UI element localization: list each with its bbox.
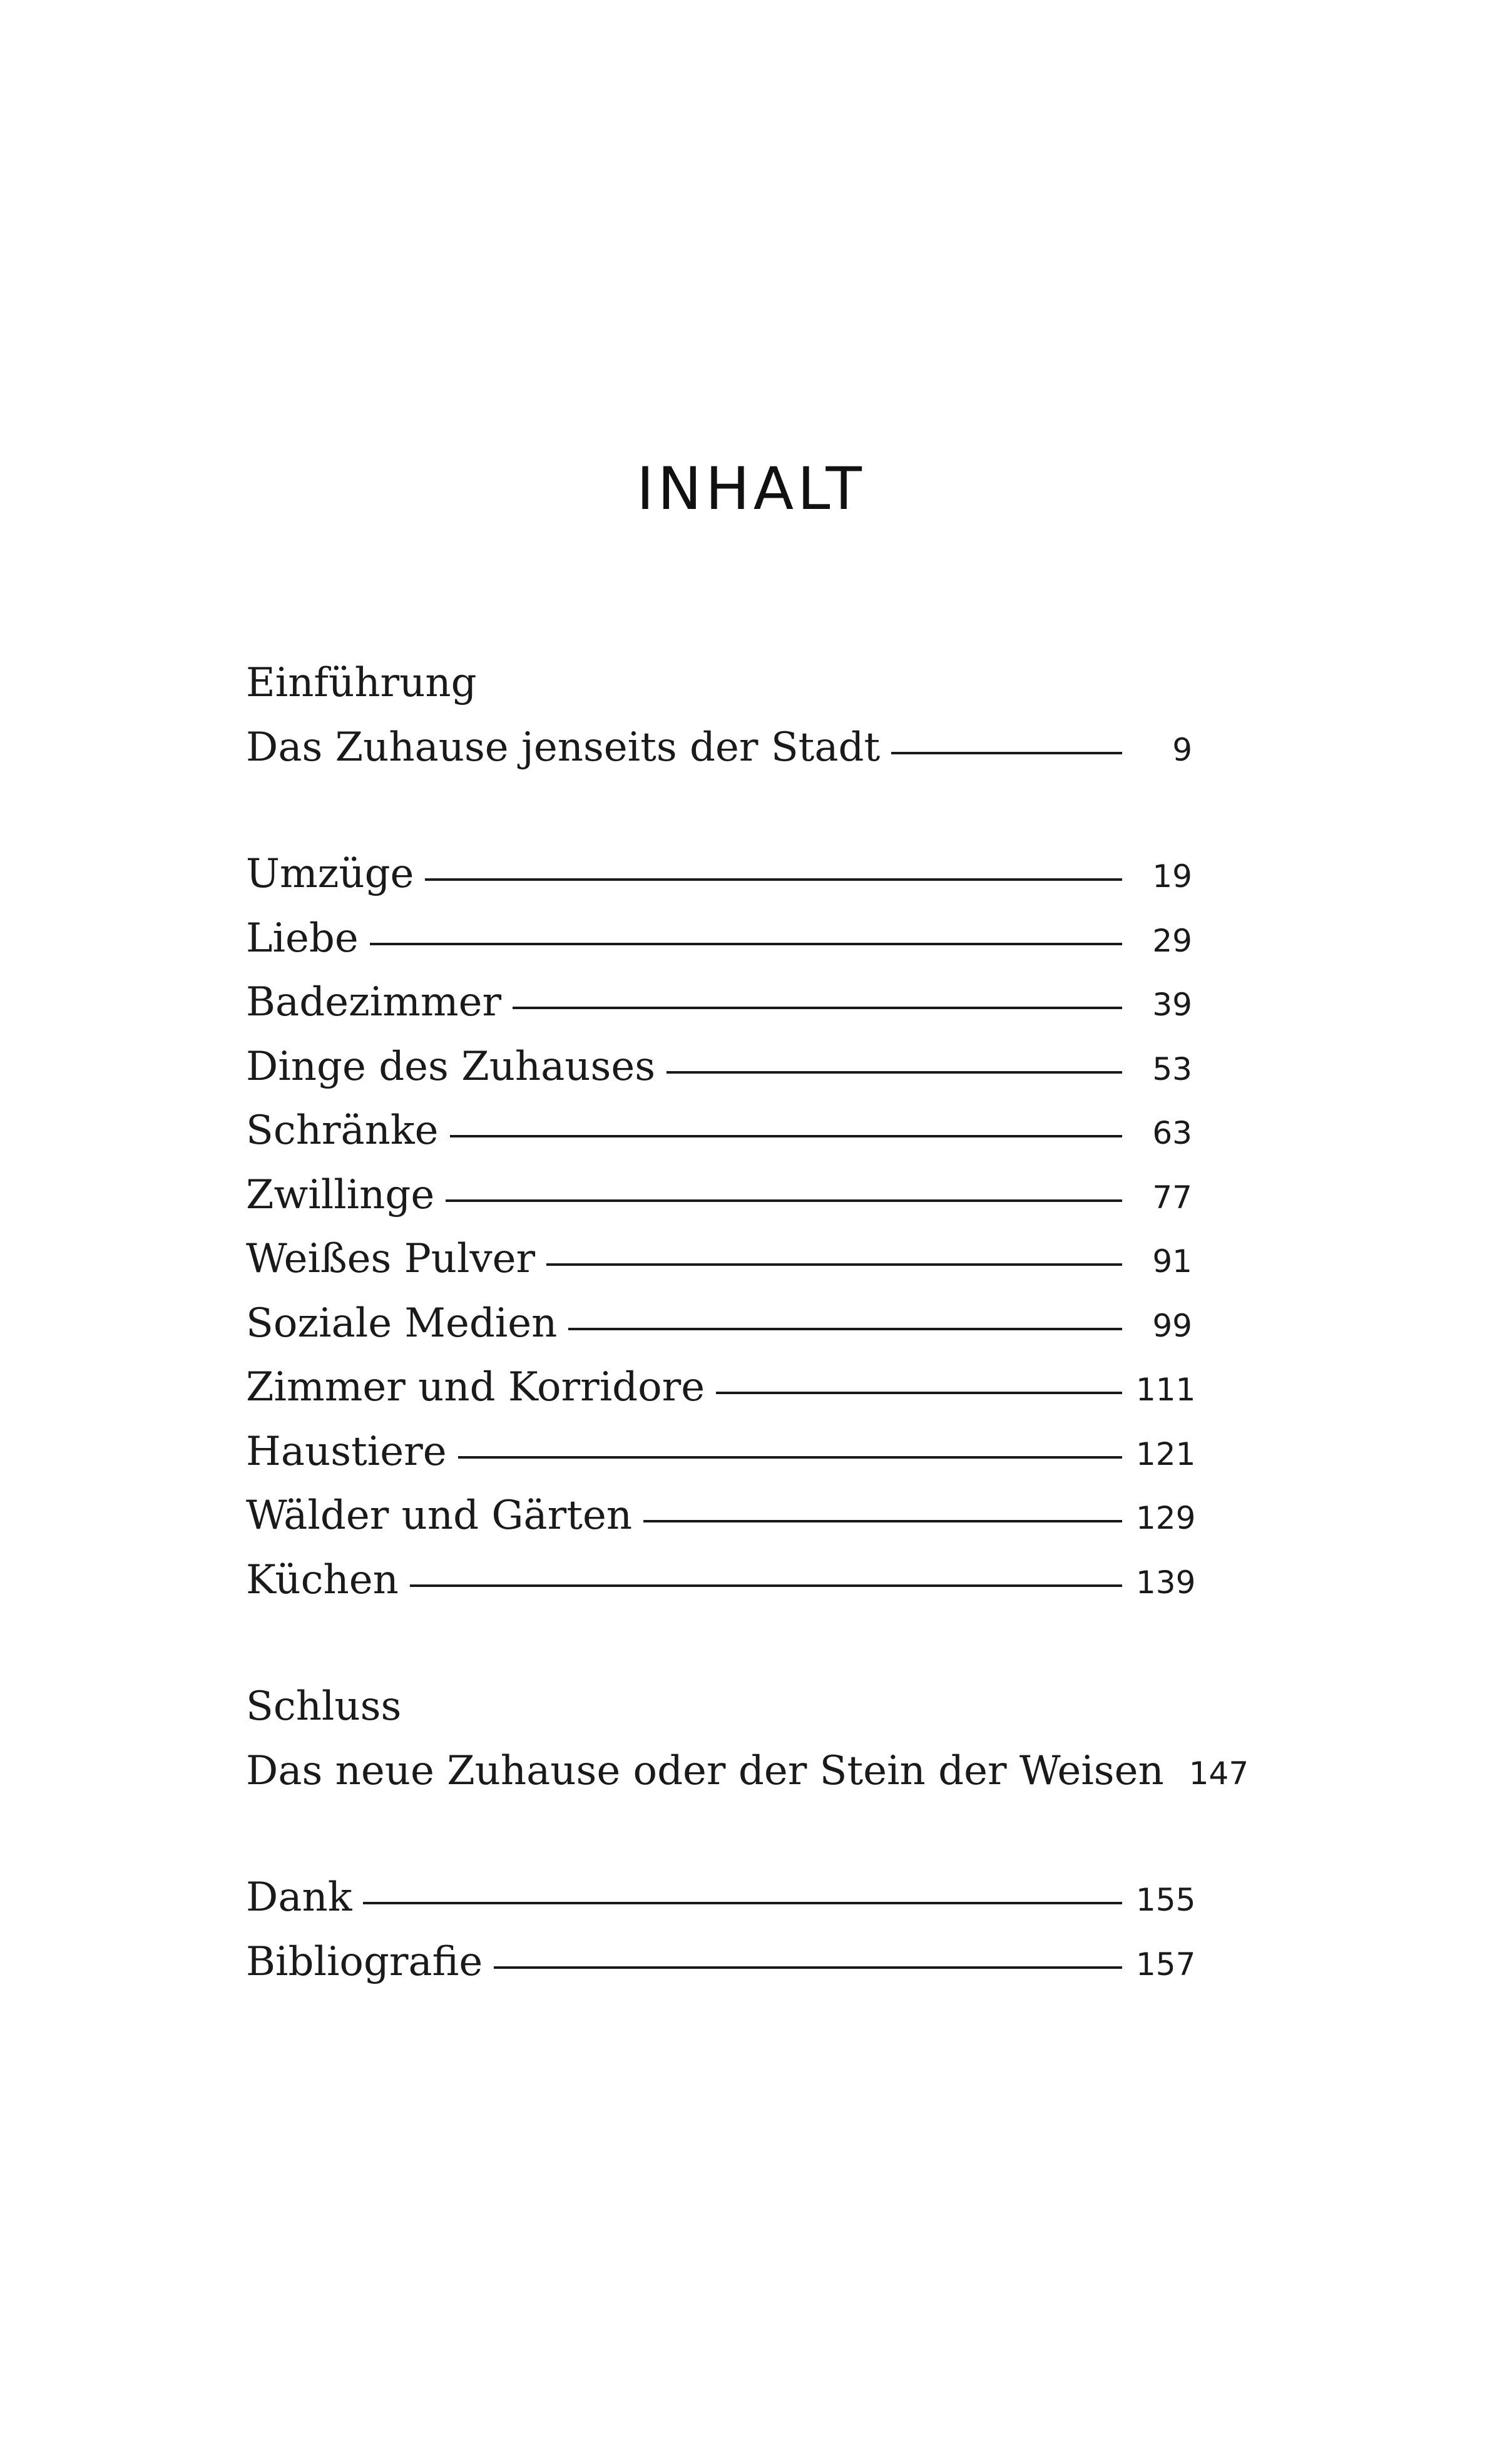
toc-page-number: 139 <box>1136 1564 1196 1601</box>
toc-entry-label: Dinge des Zuhauses <box>246 1043 656 1090</box>
toc-entry-label: Einführung <box>246 660 477 706</box>
table-of-contents <box>246 651 1249 1994</box>
toc-page-number: 63 <box>1152 1115 1192 1151</box>
toc-leader-line <box>446 1199 1122 1202</box>
toc-entry <box>246 651 1192 716</box>
toc-entry <box>246 906 1192 971</box>
toc-page-number: 129 <box>1136 1500 1196 1536</box>
toc-entry-label: Liebe <box>246 915 359 962</box>
toc-entry-label: Küchen <box>246 1556 399 1603</box>
toc-leader-line <box>716 1392 1122 1394</box>
toc-page-number: 53 <box>1152 1050 1192 1087</box>
toc-entry <box>246 1099 1192 1163</box>
section-gap <box>246 779 1192 842</box>
toc-entry <box>246 1227 1192 1291</box>
toc-leader-line <box>494 1966 1122 1969</box>
toc-leader-line <box>425 878 1122 881</box>
toc-page-number: 147 <box>1188 1755 1249 1792</box>
toc-entry <box>246 1739 1249 1804</box>
toc-leader-line <box>546 1263 1122 1266</box>
toc-entry-label: Schluss <box>246 1683 402 1730</box>
toc-entry-label: Weißes Pulver <box>246 1236 536 1282</box>
toc-entry-label: Zimmer und Korridore <box>246 1364 705 1410</box>
toc-page-number: 121 <box>1136 1435 1196 1472</box>
page-title: INHALT <box>636 455 866 523</box>
toc-leader-line <box>568 1328 1122 1330</box>
toc-entry <box>246 1420 1196 1484</box>
toc-entry <box>246 1866 1196 1930</box>
toc-entry-label: Soziale Medien <box>246 1300 558 1347</box>
toc-entry <box>246 1930 1196 1994</box>
toc-entry-label: Umzüge <box>246 851 414 897</box>
toc-leader-line <box>450 1135 1122 1137</box>
toc-entry-label: Zwillinge <box>246 1171 435 1218</box>
toc-page-number: 9 <box>1172 731 1192 768</box>
toc-leader-line <box>667 1071 1122 1074</box>
toc-entry <box>246 1291 1192 1356</box>
toc-page-number: 29 <box>1152 922 1192 959</box>
toc-entry <box>246 1484 1196 1548</box>
toc-leader-line <box>363 1902 1122 1904</box>
section-gap <box>246 1803 1192 1866</box>
toc-page-number: 19 <box>1152 858 1192 895</box>
toc-entry-label: Wälder und Gärten <box>246 1492 633 1539</box>
toc-page-number: 157 <box>1136 1946 1196 1983</box>
toc-leader-line <box>370 943 1122 945</box>
toc-page-number: 77 <box>1152 1179 1192 1216</box>
toc-entry-label: Badezimmer <box>246 979 502 1025</box>
section-gap <box>246 1612 1192 1675</box>
toc-entry <box>246 1035 1192 1099</box>
toc-entry-label: Schränke <box>246 1107 439 1154</box>
toc-entry <box>246 1163 1192 1228</box>
toc-entry <box>246 970 1192 1035</box>
toc-entry-label: Bibliografie <box>246 1938 483 1985</box>
toc-entry-label: Haustiere <box>246 1428 447 1475</box>
toc-entry-label: Dank <box>246 1874 352 1921</box>
toc-entry <box>246 1548 1196 1613</box>
toc-entry-label: Das neue Zuhause oder der Stein der Weisen <box>246 1747 1164 1794</box>
toc-leader-line <box>643 1520 1122 1522</box>
toc-page-number: 39 <box>1152 987 1192 1023</box>
toc-entry-label: Das Zuhause jenseits der Stadt <box>246 724 881 771</box>
toc-entry <box>246 1675 1192 1739</box>
toc-page-number: 91 <box>1152 1243 1192 1280</box>
toc-leader-line <box>513 1007 1122 1009</box>
toc-entry <box>246 1355 1196 1420</box>
toc-leader-line <box>410 1584 1122 1587</box>
toc-leader-line <box>458 1456 1122 1459</box>
toc-entry <box>246 716 1192 780</box>
toc-page-number: 111 <box>1136 1372 1196 1408</box>
toc-page-number: 99 <box>1152 1307 1192 1344</box>
toc-leader-line <box>891 752 1122 754</box>
toc-entry <box>246 842 1192 906</box>
toc-page-number: 155 <box>1136 1882 1196 1918</box>
